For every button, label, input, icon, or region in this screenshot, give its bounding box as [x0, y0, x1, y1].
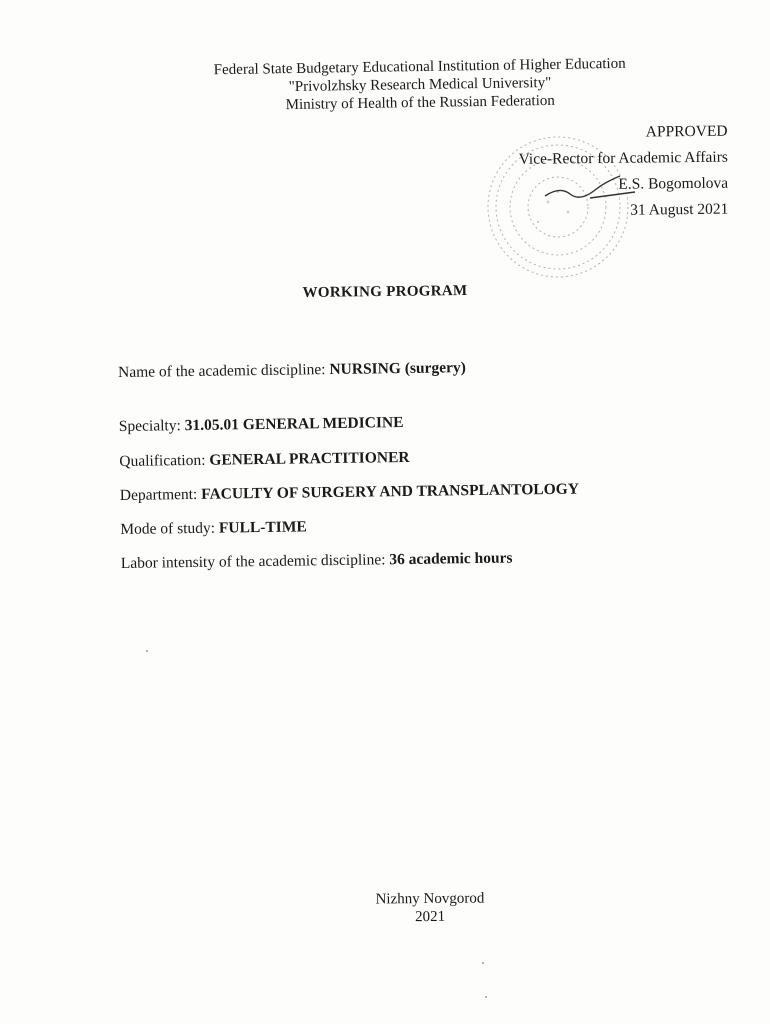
field-label: Mode of study:: [120, 519, 220, 538]
field-value: 36 academic hours: [389, 549, 513, 569]
field-label: Specialty:: [118, 417, 185, 435]
approval-status: APPROVED: [645, 122, 728, 141]
field-label: Department:: [119, 485, 202, 504]
document-footer: [0, 886, 770, 930]
program-details: [118, 355, 738, 572]
field-value: FACULTY OF SURGERY AND TRANSPLANTOLOGY: [201, 480, 580, 503]
field-label: Qualification:: [119, 451, 210, 470]
field-discipline: [118, 359, 466, 382]
field-department: [120, 481, 579, 505]
institution-header: [160, 54, 681, 116]
field-value: FULL-TIME: [218, 518, 307, 537]
approver-name: E.S. Bogomolova: [618, 174, 729, 193]
scan-speck: [485, 996, 487, 998]
field-value: NURSING (surgery): [329, 359, 467, 379]
institution-line-3: Ministry of Health of the Russian Federation: [285, 92, 555, 114]
footer-year: 2021: [415, 908, 446, 926]
field-mode-of-study: [120, 518, 307, 539]
field-value: 31.05.01 GENERAL MEDICINE: [184, 414, 404, 435]
scan-speck: [482, 962, 484, 964]
document-title: WORKING PROGRAM: [302, 282, 468, 302]
institution-line-2: "Privolzhsky Research Medical University": [288, 74, 552, 96]
approval-block: [467, 119, 728, 226]
scan-speck: [146, 650, 148, 652]
institution-line-1: Federal State Budgetary Educational Institution of Higher Education: [213, 55, 626, 79]
field-value: GENERAL PRACTITIONER: [209, 448, 410, 469]
field-qualification: [119, 449, 409, 471]
field-labor-intensity: [121, 550, 513, 573]
footer-city: Nizhny Novgorod: [375, 890, 485, 908]
field-specialty: [119, 414, 404, 436]
field-label: Name of the academic discipline:: [118, 361, 330, 381]
approval-date: 31 August 2021: [630, 200, 729, 219]
approver-position: Vice-Rector for Academic Affairs: [518, 148, 728, 168]
field-label: Labor intensity of the academic discipline:: [120, 551, 390, 572]
